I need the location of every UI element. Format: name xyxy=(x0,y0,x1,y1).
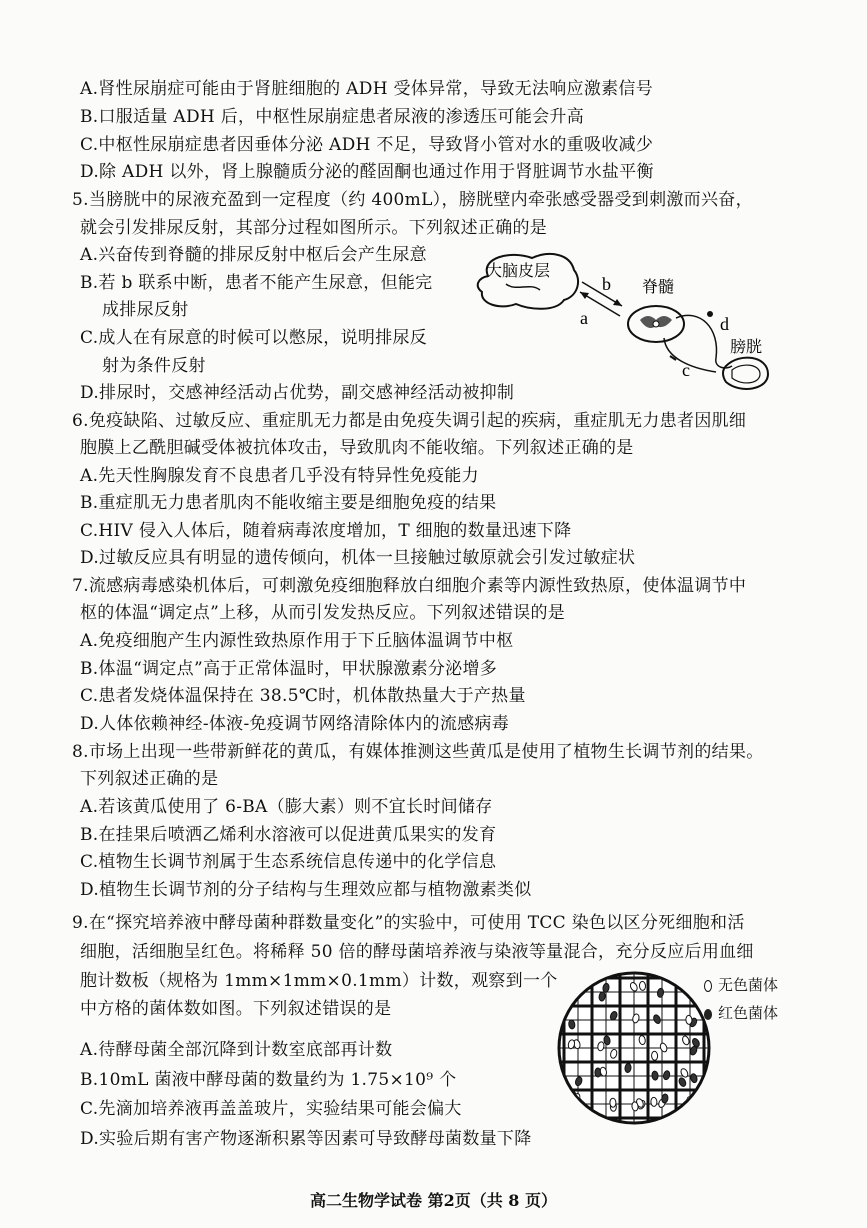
q7-option-c: C.患者发烧体温保持在 38.5℃时，机体散热量大于产热量 xyxy=(80,686,526,706)
label-d: d xyxy=(720,314,729,334)
q7-stem-2: 枢的体温“调定点”上移，从而引发发热反应。下列叙述错误的是 xyxy=(80,603,566,623)
legend-red-label: 红色菌体 xyxy=(718,1004,779,1022)
counting-chamber-diagram xyxy=(556,970,712,1126)
legend-colorless xyxy=(704,974,778,995)
page-footer: 高二生物学试卷 第2页（共 8 页） xyxy=(310,1191,557,1210)
q9-stem-3: 胞计数板（规格为 1mm×1mm×0.1mm）计数，观察到一个 xyxy=(80,971,558,991)
colorless-cell xyxy=(651,1051,657,1060)
q4-option-b: B.口服适量 ADH 后，中枢性尿崩症患者尿液的渗透压可能会升高 xyxy=(80,107,585,127)
legend-colorless-label: 无色菌体 xyxy=(718,976,779,994)
q7-option-d: D.人体依赖神经-体液-免疫调节网络清除体内的流感病毒 xyxy=(80,714,510,734)
q7-option-a: A.免疫细胞产生内源性致热原作用于下丘脑体温调节中枢 xyxy=(80,631,514,651)
q5-stem-2: 就会引发排尿反射，其部分过程如图所示。下列叙述正确的是 xyxy=(80,218,548,238)
label-b: b xyxy=(602,274,611,294)
red-cell xyxy=(624,1063,631,1073)
q6-option-c: C.HIV 侵入人体后，随着病毒浓度增加，T 细胞的数量迅速下降 xyxy=(80,521,572,541)
q8-stem-1: 8.市场上出现一些带新鲜花的黄瓜，有媒体推测这些黄瓜是使用了植物生长调节剂的结果。 xyxy=(72,742,764,762)
q5-option-c-1: C.成人在有尿意的时候可以憋尿，说明排尿反 xyxy=(80,328,428,348)
bladder-label: 膀胱 xyxy=(730,339,763,356)
q6-stem-1: 6.免疫缺陷、过敏反应、重症肌无力都是由免疫失调引起的疾病，重症肌无力患者因肌细 xyxy=(72,411,747,431)
q7-option-b: B.体温“调定点”高于正常体温时，甲状腺激素分泌增多 xyxy=(80,659,498,679)
q9-option-b: B.10mL 菌液中酵母菌的数量约为 1.75×10⁹ 个 xyxy=(80,1070,457,1090)
reflex-diagram xyxy=(470,248,780,398)
q5-stem-1: 5.当膀胱中的尿液充盈到一定程度（约 400mL），膀胱壁内牵张感受器受到刺激而兴奋， xyxy=(72,190,753,210)
colorless-cell xyxy=(686,1015,693,1024)
colorless-cell xyxy=(639,981,646,990)
brain-fold xyxy=(506,284,540,290)
q7-stem-1: 7.流感病毒感染机体后，可刺激免疫细胞释放白细胞介素等内源性致热原，使体温调节中 xyxy=(72,576,747,596)
label-a: a xyxy=(580,308,588,328)
q8-option-c: C.植物生长调节剂属于生态系统信息传递中的化学信息 xyxy=(80,852,497,872)
q8-stem-2: 下列叙述正确的是 xyxy=(80,769,219,789)
q5-option-d: D.排尿时，交感神经活动占优势，副交感神经活动被抑制 xyxy=(80,383,515,403)
q8-option-d: D.植物生长调节剂的分子结构与生理效应都与植物激素类似 xyxy=(80,880,532,900)
q6-option-b: B.重症肌无力患者肌肉不能收缩主要是细胞免疫的结果 xyxy=(80,493,497,513)
nerve-c xyxy=(664,338,716,372)
colorless-cell xyxy=(631,1102,638,1112)
q4-option-c: C.中枢性尿崩症患者因垂体分泌 ADH 不足，导致肾小管对水的重吸收减少 xyxy=(80,135,654,155)
q6-option-d: D.过敏反应具有明显的遗传倾向，机体一旦接触过敏原就会引发过敏症状 xyxy=(80,548,636,568)
red-cell xyxy=(652,1071,659,1081)
q6-option-a: A.先天性胸腺发育不良患者几乎没有特异性免疫能力 xyxy=(80,466,479,486)
q5-option-b-1: B.若 b 联系中断，患者不能产生尿意，但能完 xyxy=(80,273,433,293)
colorless-cell xyxy=(651,1097,657,1106)
q9-stem-2: 细胞，活细胞呈红色。将稀释 50 倍的酵母菌培养液与染液等量混合，充分反应后用血细 xyxy=(80,942,754,962)
brain-label: 大脑皮层 xyxy=(486,263,551,280)
red-cell xyxy=(575,981,583,991)
label-c: c xyxy=(682,360,690,380)
q8-option-a: A.若该黄瓜使用了 6-BA（膨大素）则不宜长时间储存 xyxy=(80,797,493,817)
q4-option-a: A.肾性尿崩症可能由于肾脏细胞的 ADH 受体异常，导致无法响应激素信号 xyxy=(80,79,654,99)
colorless-cell xyxy=(610,1098,616,1107)
bladder-outline xyxy=(723,358,768,389)
legend-red xyxy=(704,1002,778,1023)
q9-option-a: A.待酵母菌全部沉降到计数室底部再计数 xyxy=(80,1040,393,1060)
red-cell xyxy=(695,986,703,996)
q9-option-d: D.实验后期有害产物逐渐积累等因素可导致酵母菌数量下降 xyxy=(80,1129,532,1149)
colorless-cell xyxy=(574,980,583,991)
red-cell-icon xyxy=(704,1009,712,1020)
colorless-cell-icon xyxy=(704,980,712,992)
q5-option-c-2: 射为条件反射 xyxy=(102,356,206,376)
q5-option-a: A.兴奋传到脊髓的排尿反射中枢后会产生尿意 xyxy=(80,245,427,265)
q6-stem-2: 胞膜上乙酰胆碱受体被抗体攻击，导致肌肉不能收缩。下列叙述正确的是 xyxy=(80,438,634,458)
q9-stem-4: 中方格的菌体数如图。下列叙述错误的是 xyxy=(80,999,392,1019)
q9-stem-1: 9.在“探究培养液中酵母菌种群数量变化”的实验中，可使用 TCC 染色以区分死细胞和活 xyxy=(72,913,745,933)
q5-option-b-2: 成排尿反射 xyxy=(102,300,189,320)
q8-option-b: B.在挂果后喷洒乙烯利水溶液可以促进黄瓜果实的发育 xyxy=(80,825,497,845)
q4-option-d: D.除 ADH 以外，肾上腺髓质分泌的醛固酮也通过作用于肾脏调节水盐平衡 xyxy=(80,162,654,182)
q9-option-c: C.先滴加培养液再盖盖玻片，实验结果可能会偏大 xyxy=(80,1099,462,1119)
spine-label: 脊髓 xyxy=(642,279,675,296)
